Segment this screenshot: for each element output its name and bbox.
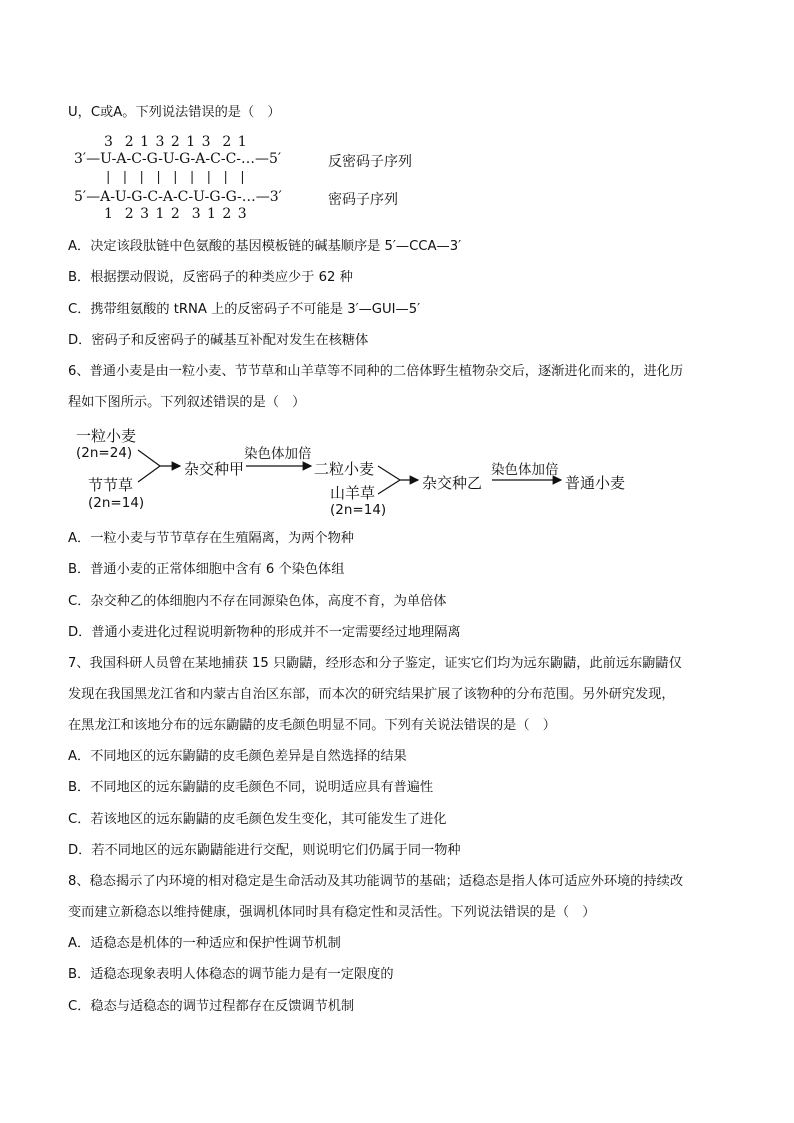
diagram-erli-wheat: 二粒小麦 [314,460,375,478]
q7-option-a: A．不同地区的远东鼩鼱的皮毛颜色差异是自然选择的结果 [68,749,407,764]
q6-option-d: D．普通小麦进化过程说明新物种的形成并不一定需要经过地理隔离 [68,625,461,640]
q5-option-d: D．密码子和反密码子的碱基互补配对发生在核糖体 [68,333,369,348]
diagram-common-wheat: 普通小麦 [565,474,626,492]
q5-option-c: C．携带组氨酸的 tRNA 上的反密码子不可能是 3′—GUI—5′ [68,302,421,317]
diagram-doubling-1: 染色体加倍 [244,446,312,462]
q6-option-a: A．一粒小麦与节节草存在生殖隔离，为两个物种 [68,531,354,546]
q7-stem-line1: 7、我国科研人员曾在某地捕获 15 只鼩鼱，经形态和分子鉴定，证实它们均为远东鼩鼱，此前远东鼩鼱仅 [68,656,682,671]
diagram-yili-wheat: 一粒小麦 [76,427,137,445]
merge-connector-2 [378,466,400,494]
q5-codon-sequence: 5′—A-U-G-C-A-C-U-G-G-…—3′ [74,189,282,205]
diagram-jiejie-chromosome: (2n=14) [88,495,145,511]
q7-option-d: D．若不同地区的远东鼩鼱能进行交配，则说明它们仍属于同一物种 [68,843,461,858]
q7-stem-line3: 在黑龙江和该地分布的远东鼩鼱的皮毛颜色明显不同。下列有关说法错误的是（ ） [68,718,556,733]
diagram-goatgrass: 山羊草 [330,484,376,502]
q5-top-numbers: 3 2 1 3 2 1 3 2 1 [104,134,248,150]
diagram-yili-chromosome: (2n=24) [76,445,133,461]
q5-anticodon-sequence: 3′—U-A-C-G-U-G-A-C-C-…—5′ [74,151,282,167]
q8-option-b: B．适稳态现象表明人体稳态的调节能力是有一定限度的 [68,967,394,982]
q7-option-b: B．不同地区的远东鼩鼱的皮毛颜色不同，说明适应具有普遍性 [68,780,434,795]
q8-option-a: A．适稳态是机体的一种适应和保护性调节机制 [68,936,341,951]
q7-option-c: C．若该地区的远东鼩鼱的皮毛颜色发生变化，其可能发生了进化 [68,812,447,827]
q5-option-b: B．根据摆动假说，反密码子的种类应少于 62 种 [68,270,353,285]
diagram-hybrid-a: 杂交种甲 [184,460,245,478]
diagram-goatgrass-chromosome: (2n=14) [330,502,387,518]
q5-pairing-lines: | | | | | | | | | [106,170,245,185]
q7-stem-line2: 发现在我国黑龙江省和内蒙古自治区东部，而本次的研究结果扩展了该物种的分布范围。另外研究发现， [68,687,675,702]
q5-intro: U，C或A。下列说法错误的是（ ） [68,105,281,120]
q6-option-c: C．杂交种乙的体细胞内不存在同源染色体，高度不育，为单倍体 [68,594,447,609]
q8-stem-line2: 变而建立新稳态以维持健康，强调机体同时具有稳定性和灵活性。下列说法错误的是（ ） [68,905,596,920]
q8-option-c: C．稳态与适稳态的调节过程都存在反馈调节机制 [68,999,355,1014]
q5-bottom-numbers: 1 2 3 1 2 3 1 2 3 [104,206,248,222]
diagram-jiejie-grass: 节节草 [88,476,134,494]
q6-stem-line2: 程如下图所示。下列叙述错误的是（ ） [68,395,306,410]
q6-stem-line1: 6、普通小麦是由一粒小麦、节节草和山羊草等不同种的二倍体野生植物杂交后，逐渐进化而来的，进化历 [68,364,684,379]
q5-anticodon-label: 反密码子序列 [328,154,412,170]
merge-connector-1 [138,450,160,482]
q6-option-b: B．普通小麦的正常体细胞中含有 6 个染色体组 [68,562,345,577]
diagram-hybrid-b: 杂交种乙 [422,474,483,492]
q5-codon-label: 密码子序列 [328,192,398,208]
q8-stem-line1: 8、稳态揭示了内环境的相对稳定是生命活动及其功能调节的基础；适稳态是指人体可适应外环境的持续改 [68,874,684,889]
q5-option-a: A．决定该段肽链中色氨酸的基因模板链的碱基顺序是 5′—CCA—3′ [68,239,462,254]
diagram-doubling-2: 染色体加倍 [491,462,559,478]
